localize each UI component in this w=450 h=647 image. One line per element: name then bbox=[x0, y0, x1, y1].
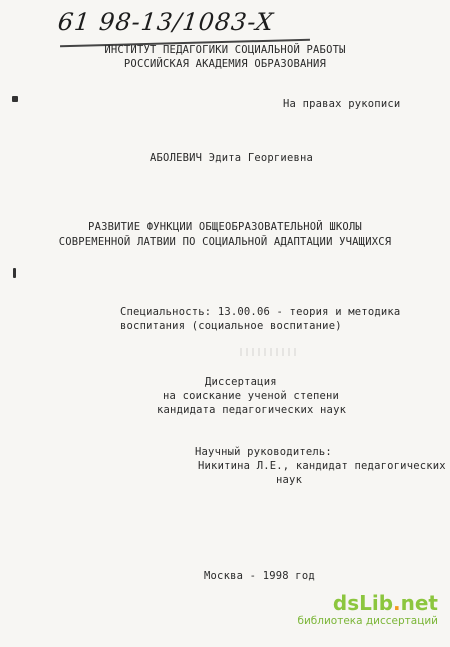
supervisor-degree-end: наук bbox=[276, 474, 303, 486]
dissertation-title-line1: РАЗВИТИЕ ФУНКЦИИ ОБЩЕОБРАЗОВАТЕЛЬНОЙ ШКОЛЫ bbox=[88, 221, 362, 233]
place-and-year: Москва - 1998 год bbox=[204, 570, 315, 582]
faint-stamp-trace bbox=[240, 348, 300, 356]
specialty-line1: Специальность: 13.00.06 - теория и методика bbox=[120, 306, 401, 318]
handwritten-catalog-code: 61 98-13/1083-X bbox=[56, 8, 276, 36]
author-name: АБОЛЕВИЧ Эдита Георгиевна bbox=[150, 152, 314, 164]
dissertation-title-line2: СОВРЕМЕННОЙ ЛАТВИИ ПО СОЦИАЛЬНОЙ АДАПТАЦИИ УЧАЩИХСЯ bbox=[58, 236, 392, 248]
degree-field-line: кандидата педагогических наук bbox=[157, 404, 347, 416]
degree-line: на соискание ученой степени bbox=[163, 390, 340, 402]
dslib-watermark[interactable] bbox=[297, 591, 438, 633]
dslib-logo: dsLib.net bbox=[332, 591, 438, 615]
margin-mark bbox=[12, 96, 18, 102]
dslib-subtitle: библиотека диссертаций bbox=[297, 615, 438, 627]
academy-name: РОССИЙСКАЯ АКАДЕМИЯ ОБРАЗОВАНИЯ bbox=[123, 58, 327, 70]
specialty-line2: воспитания (социальное воспитание) bbox=[120, 320, 342, 332]
supervisor-name: Никитина Л.Е., кандидат педагогических bbox=[198, 460, 446, 472]
dissertation-label: Диссертация bbox=[205, 376, 277, 388]
supervisor-label: Научный руководитель: bbox=[195, 446, 332, 458]
institute-name: ИНСТИТУТ ПЕДАГОГИКИ СОЦИАЛЬНОЙ РАБОТЫ bbox=[104, 44, 346, 56]
margin-mark bbox=[13, 268, 16, 278]
rights-note: На правах рукописи bbox=[283, 98, 401, 110]
